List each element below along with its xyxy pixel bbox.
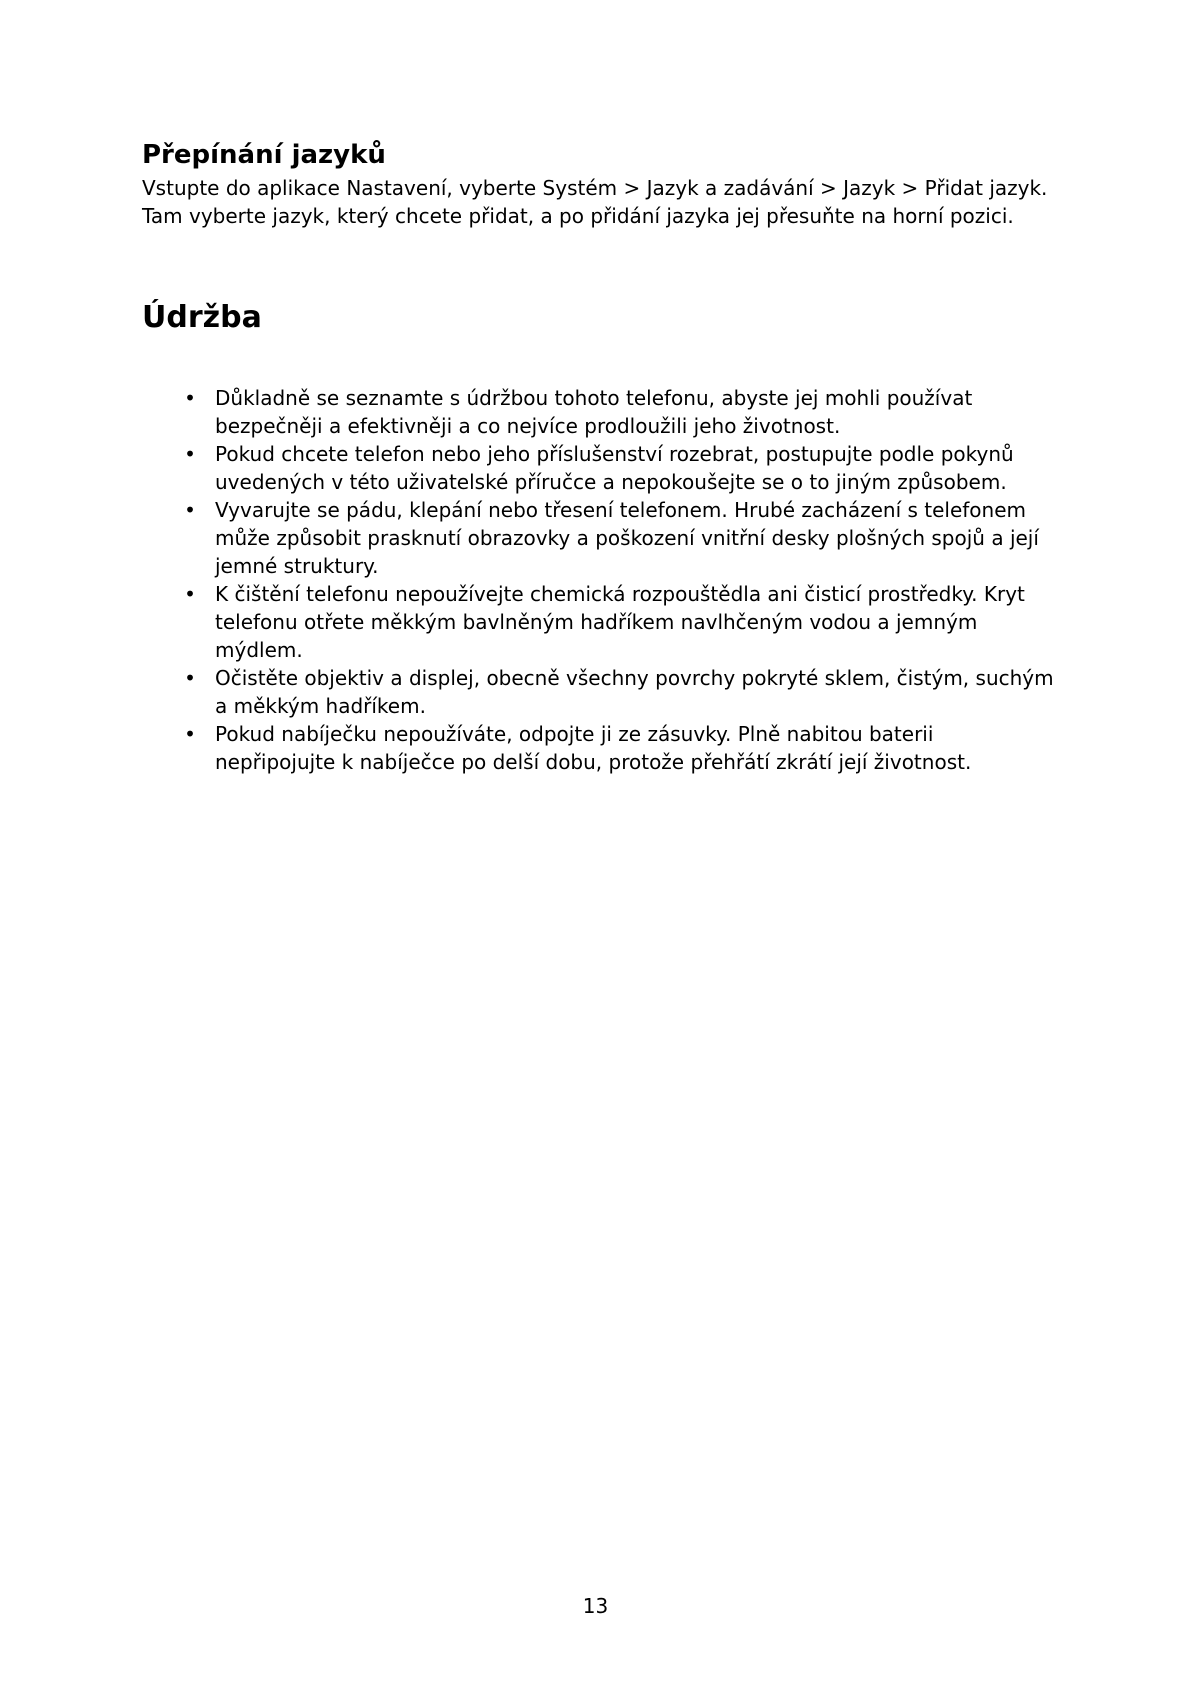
list-item: [142, 384, 1072, 440]
language-switch-heading: Přepínání jazyků: [142, 140, 386, 170]
list-item-line: bezpečněji a efektivněji a co nejvíce prodloužili jeho životnost.: [215, 414, 841, 438]
bullet-icon: •: [184, 666, 196, 690]
list-item-line: Důkladně se seznamte s údržbou tohoto telefonu, abyste jej mohli používat: [215, 386, 973, 410]
list-item: [142, 440, 1072, 496]
paragraph-line: Tam vyberte jazyk, který chcete přidat, a po přidání jazyka jej přesuňte na horní pozici.: [142, 204, 1014, 228]
list-item-line: Pokud chcete telefon nebo jeho příslušenství rozebrat, postupujte podle pokynů: [215, 442, 1014, 466]
list-item: [142, 720, 1072, 776]
list-item-line: mýdlem.: [215, 638, 303, 662]
list-item-line: nepřipojujte k nabíječce po delší dobu, protože přehřátí zkrátí její životnost.: [215, 750, 972, 774]
list-item-line: K čištění telefonu nepoužívejte chemická rozpouštědla ani čisticí prostředky. Kryt: [215, 582, 1025, 606]
bullet-icon: •: [184, 386, 196, 410]
list-item: [142, 664, 1072, 720]
page-number: 13: [582, 1594, 609, 1618]
list-item-line: Očistěte objektiv a displej, obecně všechny povrchy pokryté sklem, čistým, suchým: [215, 666, 1054, 690]
bullet-icon: •: [184, 582, 196, 606]
page-content: [142, 136, 1072, 774]
bullet-icon: •: [184, 722, 196, 746]
maintenance-heading: Údržba: [142, 300, 262, 335]
list-item-line: Pokud nabíječku nepoužíváte, odpojte ji ze zásuvky. Plně nabitou baterii: [215, 722, 934, 746]
bullet-icon: •: [184, 498, 196, 522]
language-switch-paragraph: [142, 174, 1072, 230]
list-item-line: uvedených v této uživatelské příručce a nepokoušejte se o to jiným způsobem.: [215, 470, 1007, 494]
list-item-line: a měkkým hadříkem.: [215, 694, 426, 718]
list-item-line: Vyvarujte se pádu, klepání nebo třesení telefonem. Hrubé zacházení s telefonem: [215, 498, 1027, 522]
list-item-line: telefonu otřete měkkým bavlněným hadříkem navlhčeným vodou a jemným: [215, 610, 978, 634]
list-item: [142, 496, 1072, 580]
paragraph-line: Vstupte do aplikace Nastavení, vyberte Systém > Jazyk a zadávání > Jazyk > Přidat jazyk.: [142, 176, 1048, 200]
list-item: [142, 580, 1072, 664]
list-item-line: může způsobit prasknutí obrazovky a poškození vnitřní desky plošných spojů a její: [215, 526, 1039, 550]
list-item-line: jemné struktury.: [215, 554, 379, 578]
bullet-icon: •: [184, 442, 196, 466]
maintenance-list: [142, 384, 1072, 776]
